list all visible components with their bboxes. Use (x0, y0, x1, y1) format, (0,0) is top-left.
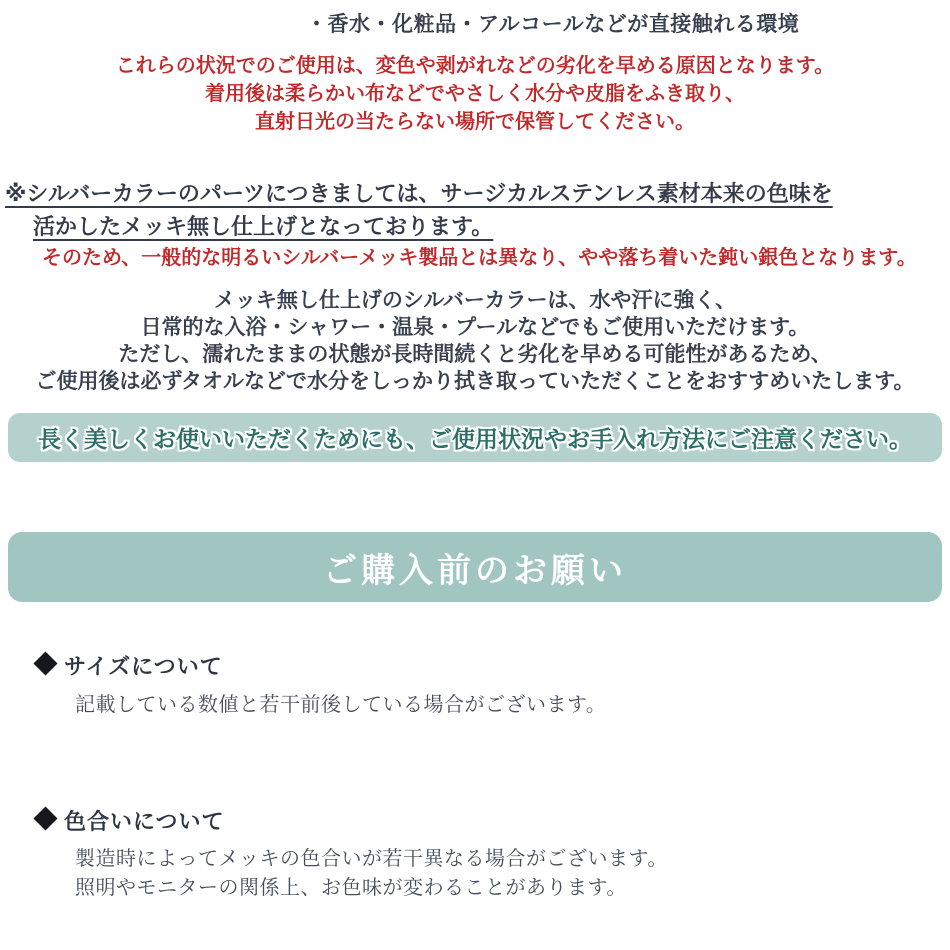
care-warning-line: 直射日光の当たらない場所で保管してください。 (255, 111, 695, 133)
silver-note-underlined-line: ※シルバーカラーのパーツにつきましては、サージカルステンレス素材本来の色味を (5, 181, 833, 206)
care-warning-line: これらの状況でのご使用は、変色や剥がれなどの劣化を早める原因となります。 (115, 55, 835, 77)
section-heading-size: サイズについて (64, 654, 223, 679)
purchase-request-header-title: ご購入前のお願い (323, 551, 627, 590)
section-body-size (75, 691, 606, 720)
care-warning-line: 着用後は柔らかい布などでやさしく水分や皮脂をふき取り、 (205, 83, 745, 105)
diamond-bullet-icon (33, 806, 57, 830)
silver-info-line: ただし、濡れたままの状態が長時間続くと劣化を早める可能性があるため、 (118, 343, 832, 366)
section-body-line: 製造時によってメッキの色合いが若干異なる場合がございます。 (75, 848, 668, 870)
care-notice-banner (8, 413, 942, 462)
care-warning-block (0, 52, 950, 136)
diamond-bullet-icon (33, 651, 57, 675)
care-notice-banner-text: 長く美しくお使いいただくためにも、ご使用状況やお手入れ方法にご注意ください。 (38, 426, 912, 452)
silver-info-line: ご使用後は必ずタオルなどで水分をしっかり拭き取っていただくことをおすすめいたします。 (35, 370, 915, 393)
silver-note-red-remark: そのため、一般的な明るいシルバーメッキ製品とは異なり、やや落ち着いた鈍い銀色となります。 (42, 247, 917, 269)
silver-info-line: メッキ無し仕上げのシルバーカラーは、水や汗に強く、 (213, 289, 737, 312)
silver-info-line: 日常的な入浴・シャワー・温泉・プールなどでもご使用いただけます。 (140, 316, 810, 339)
silver-info-block (0, 287, 950, 395)
section-body-color (75, 845, 668, 903)
purchase-request-header-banner (8, 532, 942, 602)
section-body-line: 照明やモニターの関係上、お色味が変わることがあります。 (75, 877, 627, 899)
section-body-line: 記載している数値と若干前後している場合がございます。 (75, 694, 607, 716)
silver-note-underlined-line: 活かしたメッキ無し仕上げとなっております。 (33, 214, 494, 239)
environment-list-item: ・香水・化粧品・アルコールなどが直接触れる環境 (306, 13, 800, 36)
section-heading-color: 色合いについて (64, 809, 225, 834)
